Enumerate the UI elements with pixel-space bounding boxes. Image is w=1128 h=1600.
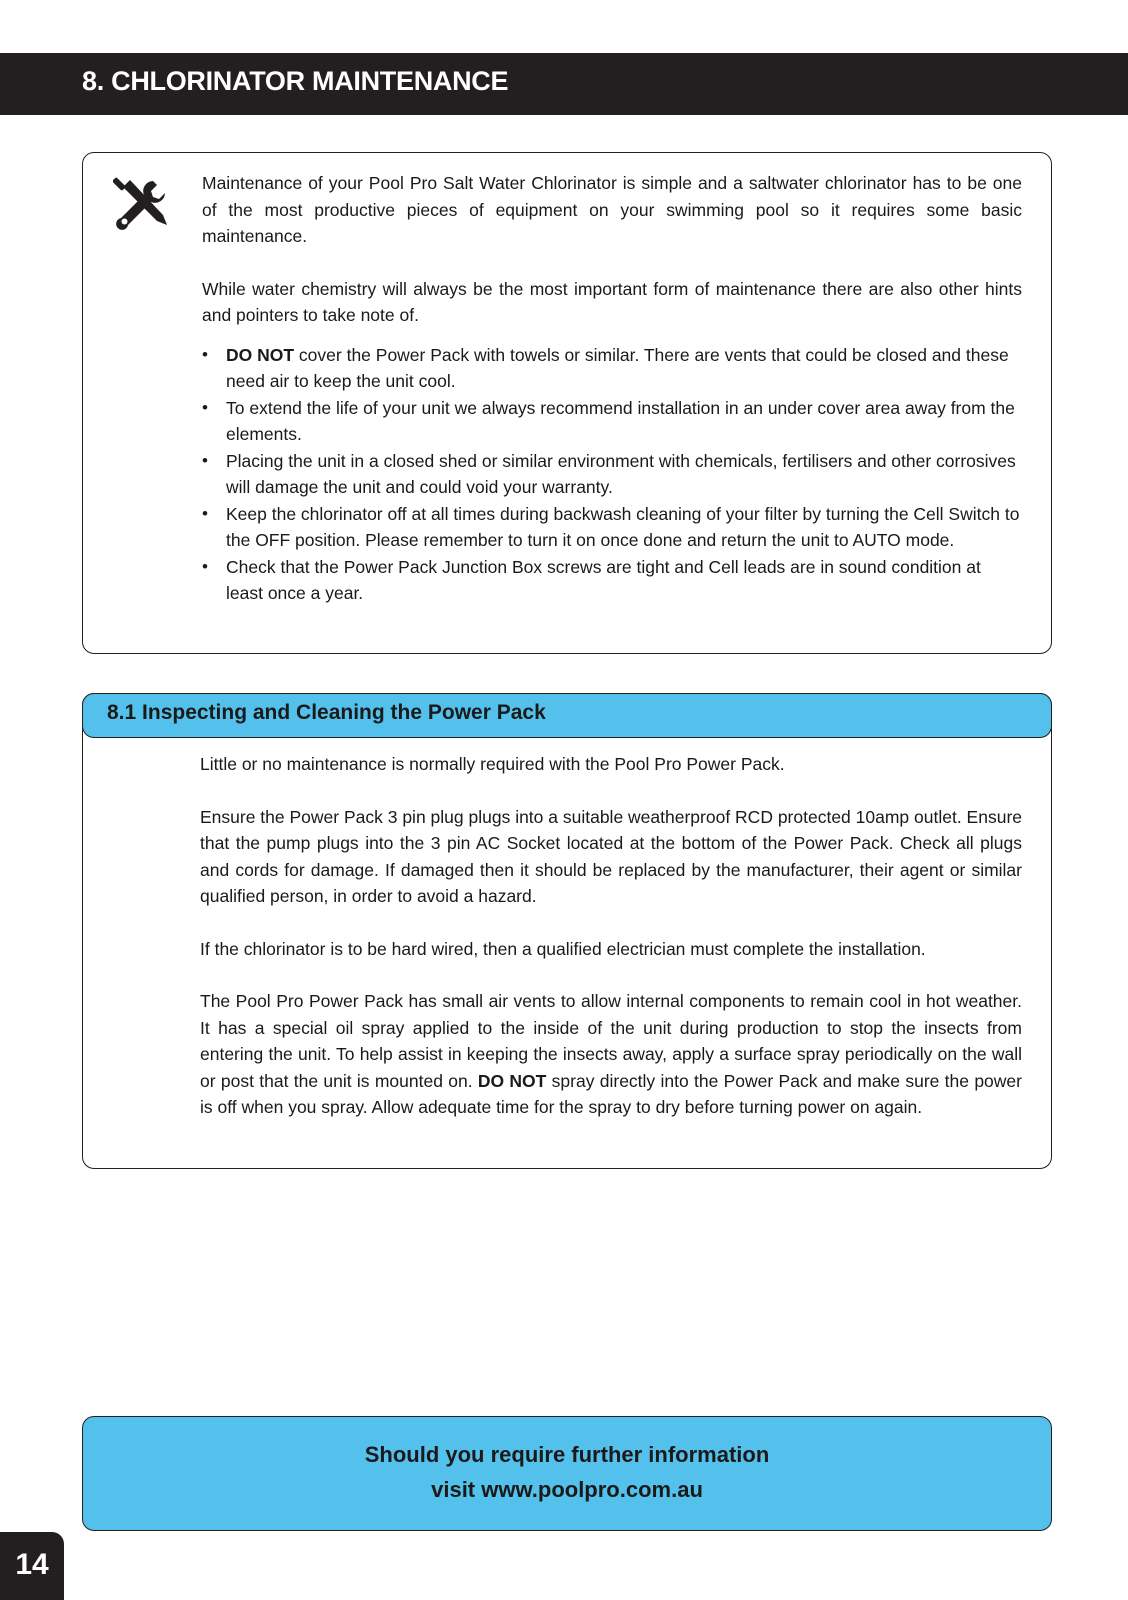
list-item <box>202 342 1022 395</box>
info-line-1: Should you require further information <box>364 1442 770 1467</box>
list-item-text: Placing the unit in a closed shed or similar environment with chemicals, fertilisers and other corrosives will damage the unit and could void your warranty. <box>226 450 1016 497</box>
hints-list <box>202 342 1022 607</box>
info-website-link[interactable]: visit www.poolpro.com.au <box>431 1477 703 1502</box>
section-paragraph-4-start: The Pool Pro Power Pack has small air vents to allow internal components to remain cool in hot weather. It has a special oil spray applied to the inside of the unit during production to stop the insects from entering the unit. To help assist in keeping the insects away, apply a surface spray periodically on the wall or post that the unit is mounted on. <box>200 991 1022 1091</box>
list-item <box>202 395 1022 448</box>
list-item-text: To extend the life of your unit we always recommend installation in an under cover area away from the elements. <box>226 397 1015 444</box>
tools-icon <box>113 175 171 233</box>
list-item <box>202 501 1022 554</box>
section-paragraph-4-end: spray directly into the Power Pack and make sure the power is off when you spray. Allow adequate time for the spray to dry before turning power on again. <box>200 1070 1022 1117</box>
section-paragraph-3: If the chlorinator is to be hard wired, then a qualified electrician must complete the installation. <box>200 938 926 959</box>
page-number-tab <box>0 1532 64 1600</box>
intro-text <box>202 170 1022 607</box>
power-pack-section-box <box>82 693 1052 1169</box>
power-pack-text <box>200 751 1022 1121</box>
list-item-text: cover the Power Pack with towels or similar. There are vents that could be closed and these need air to keep the unit cool. <box>226 344 1009 391</box>
section-paragraph-1: Little or no maintenance is normally required with the Pool Pro Power Pack. <box>200 754 785 774</box>
list-item <box>202 448 1022 501</box>
info-box <box>82 1416 1052 1531</box>
warning-label: DO NOT <box>226 344 295 365</box>
maintenance-intro-box <box>82 152 1052 654</box>
section-title: 8.1 Inspecting and Cleaning the Power Pack <box>107 701 546 724</box>
section-header <box>82 693 1052 738</box>
section-paragraph-4 <box>200 988 1022 1121</box>
list-item <box>202 554 1022 607</box>
list-item-text: Keep the chlorinator off at all times during backwash cleaning of your filter by turning the Cell Switch to the OFF position. Please remember to turn it on once done and return the unit to AUTO mode. <box>226 503 1020 550</box>
page-number: 14 <box>15 1548 49 1581</box>
page-title: 8. CHLORINATOR MAINTENANCE <box>82 66 509 96</box>
section-paragraph-2: Ensure the Power Pack 3 pin plug plugs into a suitable weatherproof RCD protected 10amp outlet. Ensure that the pump plugs into the 3 pin AC Socket located at the bottom of the Power Pack. Check all plugs and cords for damage. If damaged then it should be replaced by the manufacturer, their agent or similar qualified person, in order to avoid a hazard. <box>200 806 1023 906</box>
intro-paragraph-1: Maintenance of your Pool Pro Salt Water Chlorinator is simple and a saltwater chlorinator has to be one of the most productive pieces of equipment on your swimming pool so it requires some basic maintenance. <box>202 173 1022 246</box>
list-item-text: Check that the Power Pack Junction Box screws are tight and Cell leads are in sound condition at least once a year. <box>226 556 981 603</box>
warning-label: DO NOT <box>477 1070 547 1091</box>
intro-paragraph-2: While water chemistry will always be the most important form of maintenance there are also other hints and pointers to take note of. <box>202 278 1022 325</box>
